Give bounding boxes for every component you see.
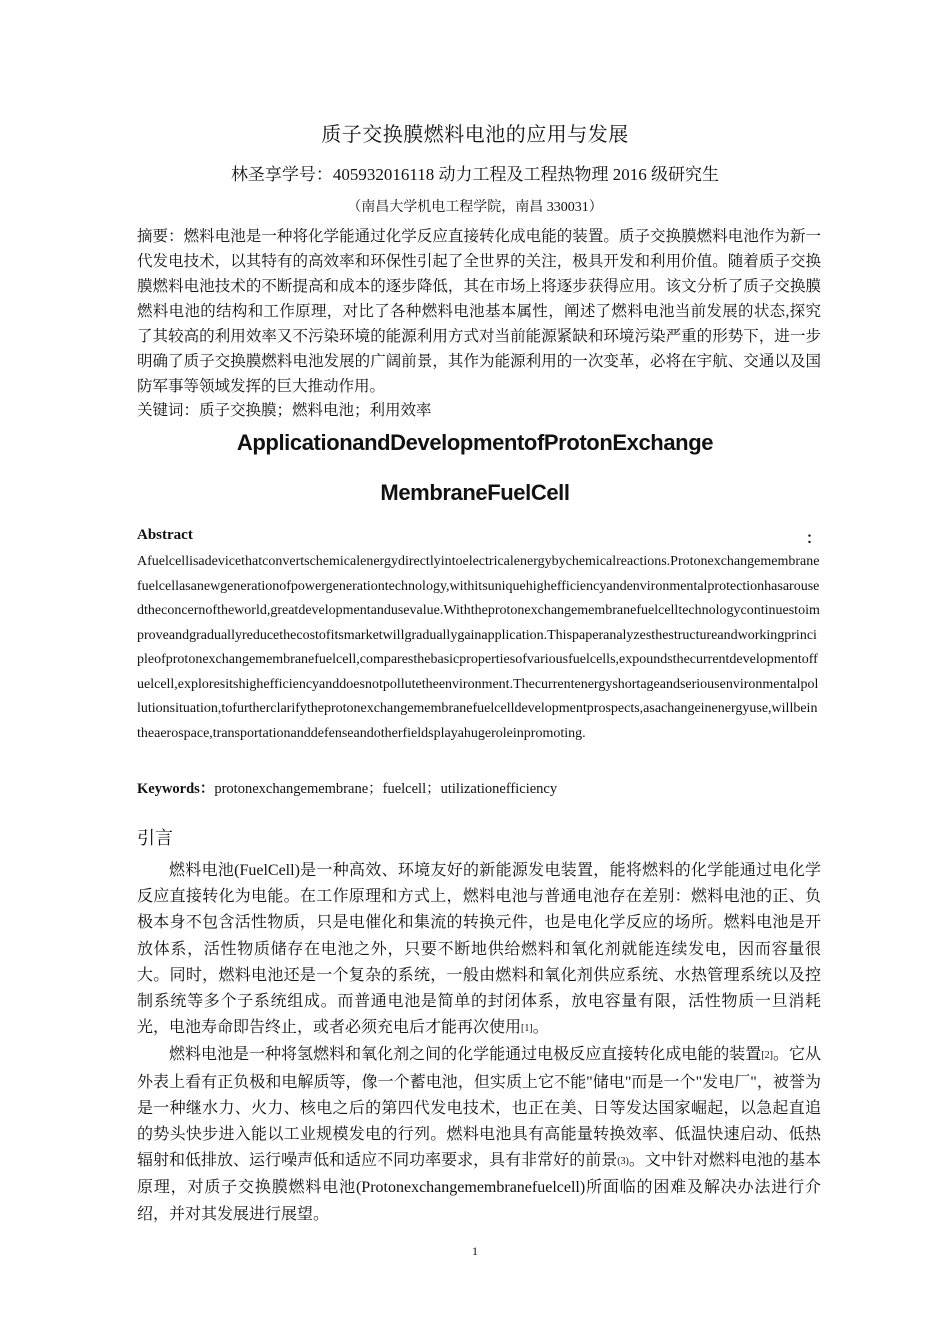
page-number: 1 [472, 1244, 478, 1258]
english-abstract: Afuelcellisadevicethatconvertschemicalenergydirectlyintoelectricalenergybychemicalreactions.Protonexchangemembranefuelcellasanewgenerationofpowergenerationtechnology,withitsuniquehighefficiencyandenvironmentalprotectionhasarousedtheconcernoftheworld,greatdevelopmentandusevalue.Withtheprotonexchangemembranefuelcelltechnologycontinuestoimproveandgraduallyreducethecostofitsmarketwillgraduallygainapplication.Thispaperanalyzesthestructureandworkingprincipleofprotonexchangemembranefuelcell,comparesthebasicpropertiesofvariousfuelcells,expoundsthecurrentdevelopmentoffuelcell,exploresitshighefficiencyanddoesnotpollutetheenvironment.Thecurrentenergyshortageandseriousenvironmentalpollutionsituation,tofurtherclarifytheprotonexchangemembranefuelcelldevelopmentprospects,asachangeinenergyuse,willbeintheaerospace,transportationanddefenseandotherfieldsplayahugeroleinpromoting. [137, 554, 820, 741]
paragraph-2-text-c: 。文中针对燃料电池的基本原理，对质子交换膜燃料电池(Protonexchangemembranefuelcell)所面临的困难及解决办法进行介绍，并对其发展进行展望。 [137, 1152, 821, 1223]
paragraph-1-text: 燃料电池(FuelCell)是一种高效、环境友好的新能源发电装置，能将燃料的化学能通过电化学反应直接转化为电能。在工作原理和方式上，燃料电池与普通电池存在差别：燃料电池的正、负极本身不包含活性物质，只是电催化和集流的转换元件，也是电化学反应的场所。燃料电池是开放体系，活性物质储存在电池之外，只要不断地供给燃料和氧化剂就能连续发电，因而容量很大。同时，燃料电池还是一个复杂的系统，一般由燃料和氧化剂供应系统、水热管理系统以及控制系统等多个子系统组成。而普通电池是简单的封闭体系，放电容量有限，活性物质一旦消耗光，电池寿命即告终止，或者必须充电后才能再次使用 [137, 862, 821, 1037]
abstract-colon: ： [805, 531, 821, 547]
citation-3: (3) [617, 1156, 629, 1168]
paper-title: 质子交换膜燃料电池的应用与发展 [321, 122, 629, 146]
paragraph-1-end: 。 [532, 1019, 549, 1037]
keywords-label: Keywords： [137, 781, 215, 797]
chinese-abstract: 摘要：燃料电池是一种将化学能通过化学反应直接转化成电能的装置。质子交换膜燃料电池作为新一代发电技术，以其特有的高效率和环保性引起了全世界的关注，极具开发和利用价值。随着质子交换膜燃料电池技术的不断提高和成本的逐步降低，其在市场上将逐步获得应用。该文分析了质子交换膜燃料电池的结构和工作原理，对比了各种燃料电池基本属性，阐述了燃料电池当前发展的状态,探究了其较高的利用效率又不污染环境的能源利用方式对当前能源紧缺和环境污染严重的形势下，进一步明确了质子交换膜燃料电池发展的广阔前景，其作为能源利用的一次变革，必将在宇航、交通以及国防军事等领域发挥的巨大推动作用。 [137, 228, 821, 395]
english-title-line-2: MembraneFuelCell [380, 480, 570, 505]
english-keywords [137, 777, 557, 798]
chinese-keywords: 关键词：质子交换膜；燃料电池；利用效率 [137, 402, 432, 419]
introduction-body [137, 858, 821, 1228]
citation-1: [1] [521, 1023, 533, 1035]
affiliation: （南昌大学机电工程学院，南昌 330031） [347, 200, 603, 215]
citation-2: [2] [761, 1050, 773, 1062]
keywords-text: protonexchangemembrane；fuelcell；utilizationefficiency [214, 781, 558, 797]
section-heading-introduction: 引言 [137, 828, 173, 848]
paragraph-2-text-b: 。它从外表上看有正负极和电解质等，像一个蓄电池，但实质上它不能"储电"而是一个"发电厂"，被誉为是一种继水力、火力、核电之后的第四代发电技术，也正在美、日等发达国家崛起，以急起直追的势头快步进入能以工业规模发电的行列。燃料电池具有高能量转换效率、低温快速启动、低热辐射和低排放、运行噪声低和适应不同功率要求，具有非常好的前景 [137, 1046, 821, 1170]
english-title-line-1: ApplicationandDevelopmentofProtonExchange [236, 430, 714, 455]
paragraph-1 [137, 858, 821, 1042]
abstract-heading [137, 527, 821, 547]
abstract-label: Abstract [137, 527, 193, 543]
paragraph-2 [137, 1042, 821, 1227]
author-line: 林圣享学号：405932016118 动力工程及工程热物理 2016 级研究生 [230, 165, 720, 184]
paragraph-2-text-a: 燃料电池是一种将氢燃料和氧化剂之间的化学能通过电极反应直接转化成电能的装置 [169, 1046, 762, 1064]
